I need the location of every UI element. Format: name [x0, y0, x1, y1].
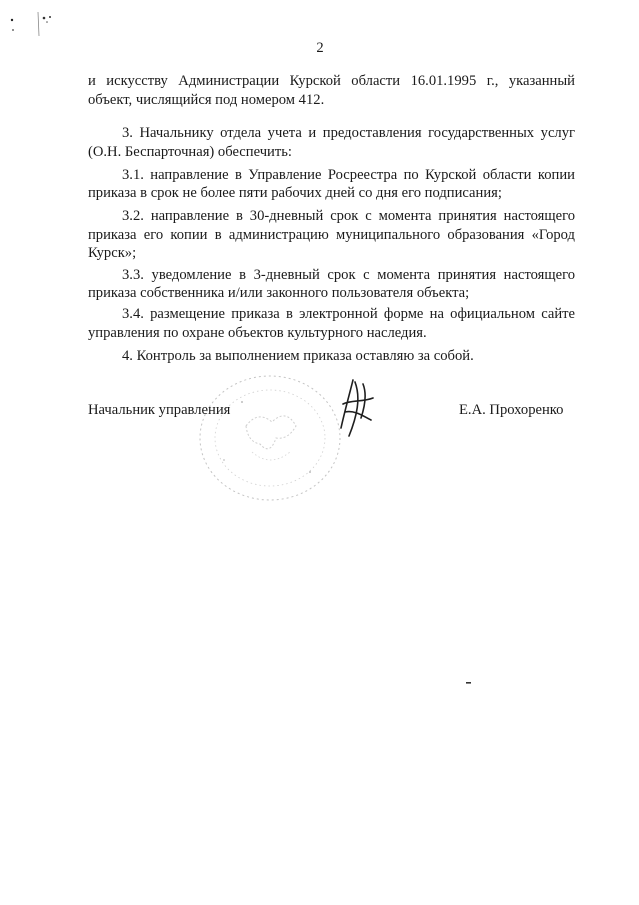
item-3-3-line-2: приказа собственника и/или законного пользователя объекта; [88, 285, 470, 301]
handwritten-signature [333, 376, 381, 440]
item-3-4-line-2: управления по охране объектов культурного наследия. [88, 325, 427, 341]
scan-marks [8, 6, 58, 40]
signatory-name: Е.А. Прохоренко [459, 402, 564, 418]
item-3-1-line-1: 3.1. направление в Управление Росреестра по Курской области копии [122, 167, 575, 183]
item-3-2-line-1: 3.2. направление в 30-дневный срок с момента принятия настоящего [122, 208, 575, 224]
item-3-line-1: 3. Начальнику отдела учета и предоставления государственных услуг [122, 125, 575, 141]
signatory-position: Начальник управления [88, 402, 231, 418]
item-3-1-line-2: приказа в срок не более пяти рабочих дней со дня его подписания; [88, 185, 502, 201]
item-3-line-2: (О.Н. Беспарточная) обеспечить: [88, 144, 292, 160]
body-line-1: и искусству Администрации Курской области 16.01.1995 г., указанный [88, 73, 575, 89]
scan-speck [466, 681, 474, 685]
item-3-3-line-1: 3.3. уведомление в 3-дневный срок с момента принятия настоящего [122, 267, 575, 283]
item-4-line: 4. Контроль за выполнением приказа оставляю за собой. [122, 348, 474, 364]
item-3-2-line-2: приказа его копии в администрацию муниципального образования «Город [88, 227, 575, 243]
official-seal [182, 368, 352, 508]
page-number: 2 [316, 40, 324, 56]
item-3-2-line-3: Курск»; [88, 245, 137, 261]
body-line-2: объект, числящийся под номером 412. [88, 92, 325, 108]
item-3-4-line-1: 3.4. размещение приказа в электронной форме на официальном сайте [122, 306, 575, 322]
